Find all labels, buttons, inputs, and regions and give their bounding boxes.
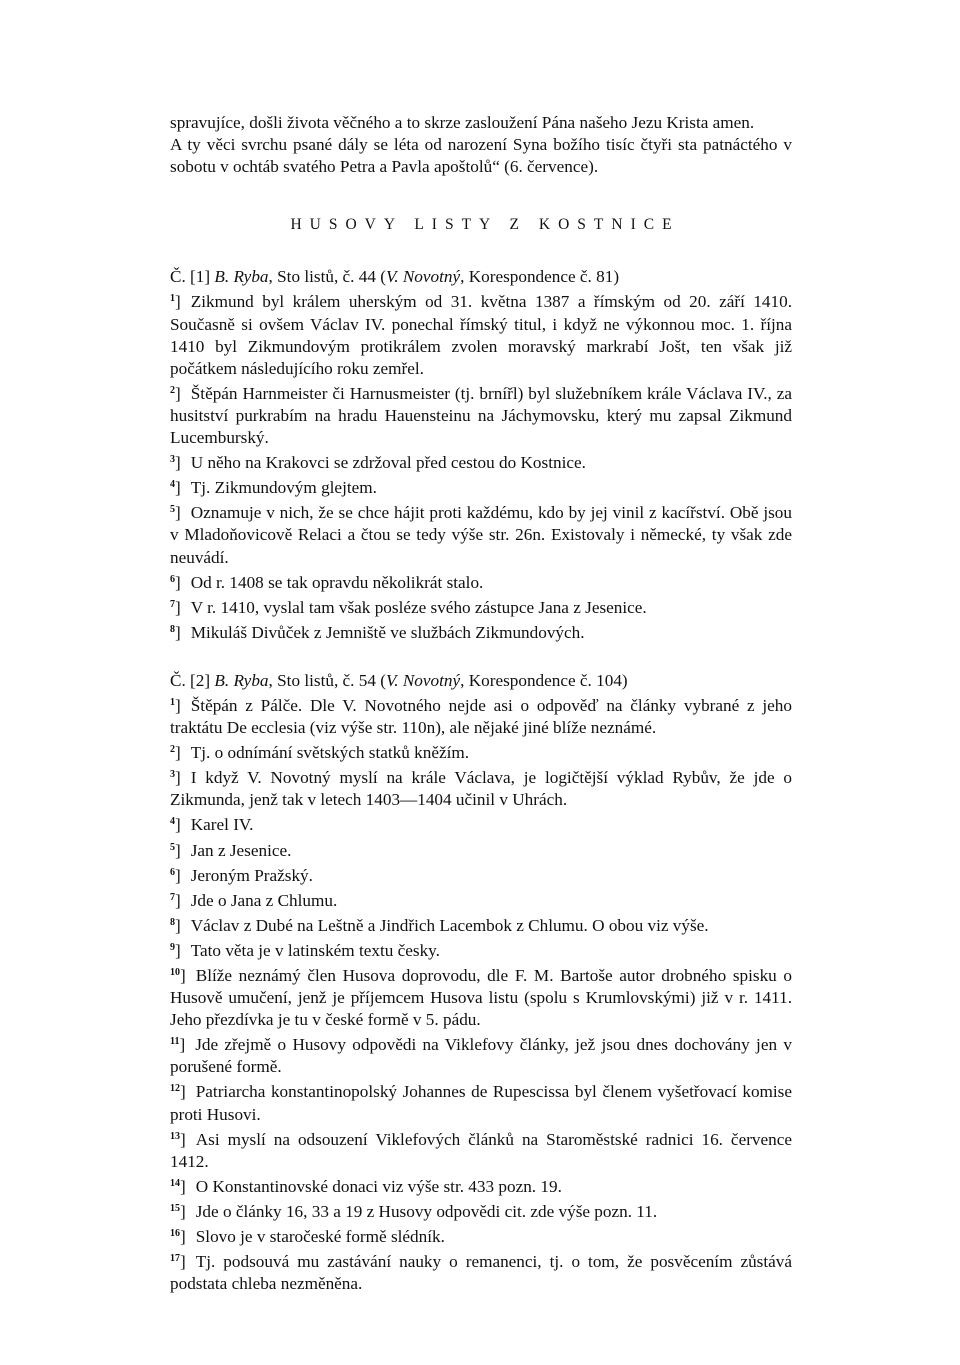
footnote bbox=[170, 499, 792, 568]
footnote-bracket: ] bbox=[175, 597, 181, 617]
footnote-text: Tj. Zikmundovým glejtem. bbox=[190, 478, 377, 498]
footnote-number: 7 bbox=[170, 891, 175, 903]
footnote bbox=[170, 474, 792, 499]
footnote-bracket: ] bbox=[175, 840, 181, 860]
letter-header-pre: Č. [2] bbox=[170, 670, 215, 690]
footnote-text: Václav z Dubé na Leštně a Jindřich Lacembok z Chlumu. O obou viz výše. bbox=[190, 915, 709, 935]
footnote-bracket: ] bbox=[175, 292, 181, 312]
footnote-bracket: ] bbox=[175, 572, 181, 592]
footnote-bracket: ] bbox=[180, 1176, 186, 1196]
footnote-text: Tj. o odnímání světských statků kněžím. bbox=[190, 743, 470, 763]
footnote-text: Oznamuje v nich, že se chce hájit proti každému, kdo by jej vinil z kacířství. Obě jsou v Mladoňovicově Relaci a čtou se tedy výše str. 26n. Existovaly i německé, ty však zde neuvádí. bbox=[170, 503, 792, 567]
footnote-number: 12 bbox=[170, 1083, 180, 1095]
footnote-number: 6 bbox=[170, 573, 175, 585]
footnote-bracket: ] bbox=[180, 966, 186, 985]
footnote bbox=[170, 937, 792, 962]
footnote bbox=[170, 449, 792, 474]
footnote-sections bbox=[170, 266, 792, 1295]
footnote-number: 7 bbox=[170, 598, 175, 610]
footnote-number: 5 bbox=[170, 841, 175, 853]
letter-header-post: , Korespondence č. 81) bbox=[460, 267, 620, 287]
footnote-text: Jeroným Pražský. bbox=[190, 865, 313, 885]
footnote-bracket: ] bbox=[180, 1201, 186, 1221]
footnote bbox=[170, 1223, 792, 1248]
page bbox=[170, 112, 792, 1295]
letter-header-author2: V. Novotný bbox=[385, 267, 461, 287]
footnote bbox=[170, 962, 792, 1031]
footnote-bracket: ] bbox=[175, 915, 181, 935]
footnote-text: V r. 1410, vyslal tam však posléze svého zástupce Jana z Jesenice. bbox=[190, 597, 647, 617]
footnote-bracket: ] bbox=[175, 478, 181, 498]
footnote-text: Zikmund byl králem uherským od 31. května 1387 a římským od 20. září 1410. Současně si ovšem Václav IV. ponechal římský titul, i když ne výkonnou moc. 1. října 1410 byl Zikmundovým protikrálem zvolen moravský markrabí Jošt, ten však již počátkem následujícího roku zemřel. bbox=[170, 292, 792, 378]
letter-header-pre: Č. [1] bbox=[170, 267, 215, 287]
footnote bbox=[170, 594, 792, 619]
footnote-number: 11 bbox=[170, 1036, 180, 1048]
footnote bbox=[170, 887, 792, 912]
footnote-text: Slovo je v staročeské formě slédník. bbox=[195, 1227, 445, 1247]
footnote bbox=[170, 380, 792, 449]
footnote-bracket: ] bbox=[175, 890, 181, 910]
footnote bbox=[170, 288, 792, 379]
letter-section bbox=[170, 670, 792, 1295]
letter-header-post: , Korespondence č. 104) bbox=[460, 670, 628, 690]
footnote-number: 5 bbox=[170, 504, 175, 516]
footnote bbox=[170, 1198, 792, 1223]
footnote-bracket: ] bbox=[175, 743, 181, 763]
letter-header-author2: V. Novotný bbox=[385, 670, 461, 690]
footnote-text: Patriarcha konstantinopolský Johannes de Rupescissa byl členem vyšetřovací komise proti Husovi. bbox=[170, 1082, 792, 1124]
footnote bbox=[170, 739, 792, 764]
footnote bbox=[170, 1248, 792, 1295]
footnote-bracket: ] bbox=[175, 453, 181, 473]
footnote-number: 3 bbox=[170, 769, 175, 781]
footnote-number: 13 bbox=[170, 1130, 180, 1142]
footnote bbox=[170, 862, 792, 887]
footnote-bracket: ] bbox=[175, 622, 181, 642]
footnote-text: U něho na Krakovci se zdržoval před cestou do Kostnice. bbox=[190, 453, 586, 473]
footnote bbox=[170, 912, 792, 937]
footnote-number: 10 bbox=[170, 967, 180, 978]
footnote-bracket: ] bbox=[175, 940, 181, 960]
footnote-bracket: ] bbox=[180, 1252, 186, 1272]
intro-paragraph-2: A ty věci svrchu psané dály se léta od narození Syna božího tisíc čtyři sta patnáctého v sobotu v ochtáb svatého Petra a Pavla apoštolů“ (6. července). bbox=[170, 135, 792, 177]
footnote-text: O Konstantinovské donaci viz výše str. 433 pozn. 19. bbox=[195, 1176, 562, 1196]
footnote-text: Jde o články 16, 33 a 19 z Husovy odpovědi cit. zde výše pozn. 11. bbox=[195, 1201, 658, 1221]
section-heading: HUSOVY LISTY Z KOSTNICE bbox=[290, 216, 680, 234]
letter-header-mid1: , Sto listů, č. 54 ( bbox=[268, 670, 386, 690]
footnote bbox=[170, 619, 792, 644]
footnote-text: Tj. podsouvá mu zastávání nauky o remanenci, tj. o tom, že posvěcením zůstává podstata chleba nezměněna. bbox=[170, 1252, 792, 1294]
footnote-text: Asi myslí na odsouzení Viklefových článků na Staroměstské radnici 16. července 1412. bbox=[170, 1129, 792, 1171]
footnote-bracket: ] bbox=[175, 695, 181, 715]
footnote bbox=[170, 1173, 792, 1198]
footnote-text: Štěpán z Pálče. Dle V. Novotného nejde asi o odpověď na články vybrané z jeho traktátu De ecclesia (viz výše str. 110n), ale nějaké jiné blíže neznámé. bbox=[170, 695, 792, 738]
footnote-bracket: ] bbox=[179, 1035, 186, 1055]
letter-header-author1: B. Ryba bbox=[214, 267, 269, 287]
footnote-number: 9 bbox=[170, 941, 175, 953]
intro-paragraph-1: spravujíce, došli života věčného a to skrze zasloužení Pána našeho Jezu Krista amen. bbox=[170, 113, 755, 132]
footnote-text: Štěpán Harnmeister či Harnusmeister (tj. brnířl) byl služebníkem krále Václava IV., za husitství purkrabím na hradu Hauensteinu na Jáchymovsku, který mu zapsal Zikmund Lucemburský. bbox=[170, 383, 792, 448]
footnote-text: Mikuláš Divůček z Jemniště ve službách Zikmundových. bbox=[190, 622, 585, 642]
footnote-bracket: ] bbox=[180, 1082, 186, 1102]
footnote-number: 1 bbox=[170, 293, 175, 305]
letter-section bbox=[170, 266, 792, 644]
footnote bbox=[170, 1031, 792, 1078]
letter-header bbox=[170, 266, 792, 288]
footnote-bracket: ] bbox=[180, 1129, 186, 1149]
footnote-number: 17 bbox=[170, 1253, 180, 1265]
footnote-text: Jan z Jesenice. bbox=[190, 840, 292, 860]
letter-header-mid1: , Sto listů, č. 44 ( bbox=[268, 267, 386, 287]
footnote-number: 6 bbox=[170, 866, 175, 878]
footnote-number: 8 bbox=[170, 623, 175, 635]
footnote-text: Od r. 1408 se tak opravdu několikrát stalo. bbox=[190, 572, 484, 592]
footnote-bracket: ] bbox=[175, 815, 181, 835]
footnote bbox=[170, 692, 792, 739]
footnote-text: Tato věta je v latinském textu česky. bbox=[190, 940, 440, 960]
footnote-number: 16 bbox=[170, 1228, 180, 1240]
footnote-number: 14 bbox=[170, 1177, 180, 1189]
footnote bbox=[170, 811, 792, 836]
footnote-number: 1 bbox=[170, 696, 175, 708]
footnote-bracket: ] bbox=[180, 1227, 186, 1247]
footnote bbox=[170, 837, 792, 862]
letter-header bbox=[170, 670, 792, 692]
footnote-number: 3 bbox=[170, 454, 175, 466]
footnote-text: Karel IV. bbox=[190, 815, 254, 835]
footnote bbox=[170, 1078, 792, 1125]
footnote-bracket: ] bbox=[175, 865, 181, 885]
footnote bbox=[170, 1126, 792, 1173]
footnote-bracket: ] bbox=[175, 503, 181, 523]
footnote bbox=[170, 569, 792, 594]
footnote-bracket: ] bbox=[175, 768, 181, 788]
footnote-number: 4 bbox=[170, 816, 175, 828]
footnote-text: I když V. Novotný myslí na krále Václava, je logičtější výklad Rybův, že jde o Zikmunda, jenž tak v letech 1403—1404 učinil v Uhrách. bbox=[170, 768, 792, 810]
footnote-number: 2 bbox=[170, 384, 175, 396]
footnote-text: Jde zřejmě o Husovy odpovědi na Viklefovy články, jež jsou dnes dochovány jen v porušené formě. bbox=[170, 1035, 792, 1077]
footnote-bracket: ] bbox=[175, 383, 181, 403]
footnote bbox=[170, 764, 792, 811]
letter-header-author1: B. Ryba bbox=[214, 670, 269, 690]
footnote-number: 2 bbox=[170, 744, 175, 756]
footnote-text: Jde o Jana z Chlumu. bbox=[190, 890, 338, 910]
footnote-text: Blíže neznámý člen Husova doprovodu, dle F. M. Bartoše autor drobného spisku o Husově umučení, jenž je příjemcem Husova listu (spolu s Krumlovskými) již v r. 1411. Jeho přezdívka je tu v české formě v 5. pádu. bbox=[170, 966, 792, 1030]
footnote-number: 15 bbox=[170, 1202, 180, 1214]
footnote-number: 8 bbox=[170, 916, 175, 928]
footnote-number: 4 bbox=[170, 479, 175, 491]
